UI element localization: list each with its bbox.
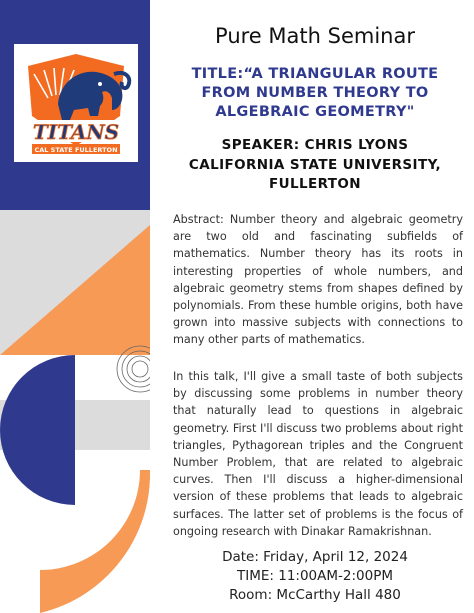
- flyer-content: [165, 0, 465, 613]
- talk-description-paragraph: In this talk, I'll give a small taste of both subjects by discussing some problems in number theory that naturally lead to questions in algebraic geometry. First I'll discuss two problems about right triangles, Pythagorean triples and the Congruent Number Problem, that are related to algebraic curves. Then I'll discuss a higher-dimensional version of these problems that leads to algebraic surfaces. The latter set of problems is the focus of ongoing research with Dinakar Ramakrishnan.: [173, 370, 463, 538]
- talk-title: TITLE:“A TRIANGULAR ROUTE FROM NUMBER THEORY TO ALGEBRAIC GEOMETRY": [191, 66, 439, 120]
- event-room: Room: McCarthy Hall 480: [229, 587, 401, 603]
- logo-banner-text: CAL STATE FULLERTON: [34, 146, 118, 154]
- event-details: [165, 548, 465, 605]
- speaker-name: SPEAKER: CHRIS LYONS: [221, 137, 409, 153]
- titans-logo: [14, 44, 138, 162]
- abstract-paragraph: Abstract: Number theory and algebraic geometry are two old and fascinating subfields of mathematics. Number theory has its roots in interesting properties of whole numbers, and algebraic geometry stems from shapes defined by polynomials. From these humble origins, both have grown into massive subjects with connections to many other parts of mathematics.: [173, 213, 463, 347]
- event-time: TIME: 11:00AM-2:00PM: [236, 568, 393, 584]
- seminar-name: Pure Math Seminar: [215, 24, 415, 48]
- event-date: Date: Friday, April 12, 2024: [222, 549, 408, 565]
- speaker-affiliation: CALIFORNIA STATE UNIVERSITY, FULLERTON: [188, 156, 442, 192]
- speaker-block: [165, 136, 465, 195]
- logo-wordmark: TITANS: [32, 120, 120, 144]
